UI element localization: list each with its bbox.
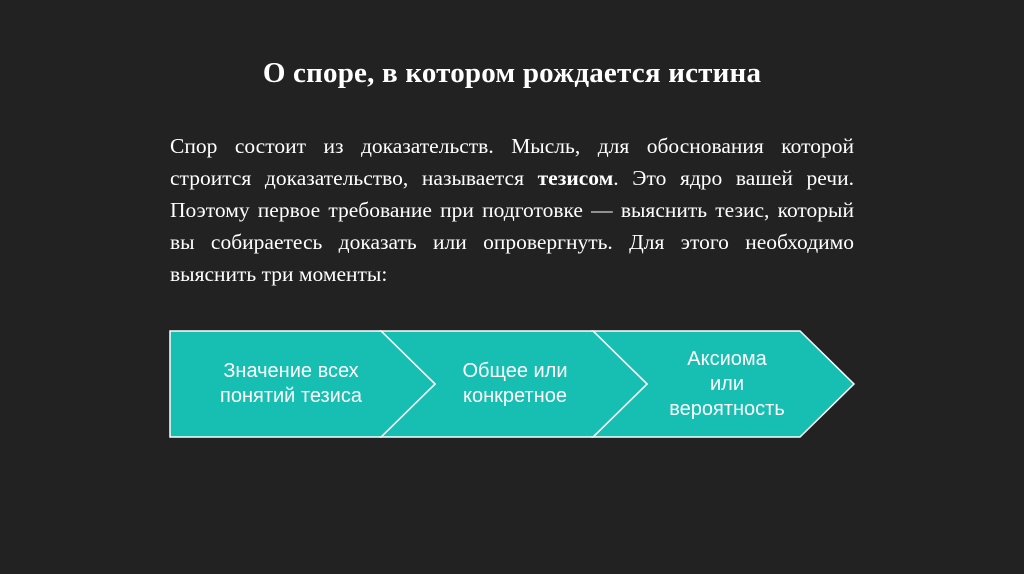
step-1-line-1: Значение всех: [223, 360, 359, 382]
paragraph-text-start: Спор состоит из доказательств. Мысль, для обоснования которой строится доказательство, называется: [170, 134, 854, 190]
step-2-label: [410, 359, 620, 409]
step-1-line-2: понятий тезиса: [220, 385, 362, 407]
step-3-line-3: вероятность: [669, 398, 785, 420]
paragraph-text-end: . Это ядро вашей речи. Поэтому первое требование при подготовке — выяснить тезис, который вы собираетесь доказать или опровергнуть. Для этого необходимо выяснить три моменты:: [170, 166, 854, 286]
slide-title: О споре, в котором рождается истина: [262, 57, 762, 89]
step-2-line-1: Общее или: [462, 360, 568, 382]
step-3-line-1: Аксиома: [687, 348, 767, 370]
step-3-line-2: или: [709, 373, 744, 395]
step-2-line-2: конкретное: [463, 385, 567, 407]
step-3-label: [622, 347, 832, 422]
step-1-label: [186, 359, 396, 409]
paragraph-emphasis: тезисом: [537, 166, 614, 190]
